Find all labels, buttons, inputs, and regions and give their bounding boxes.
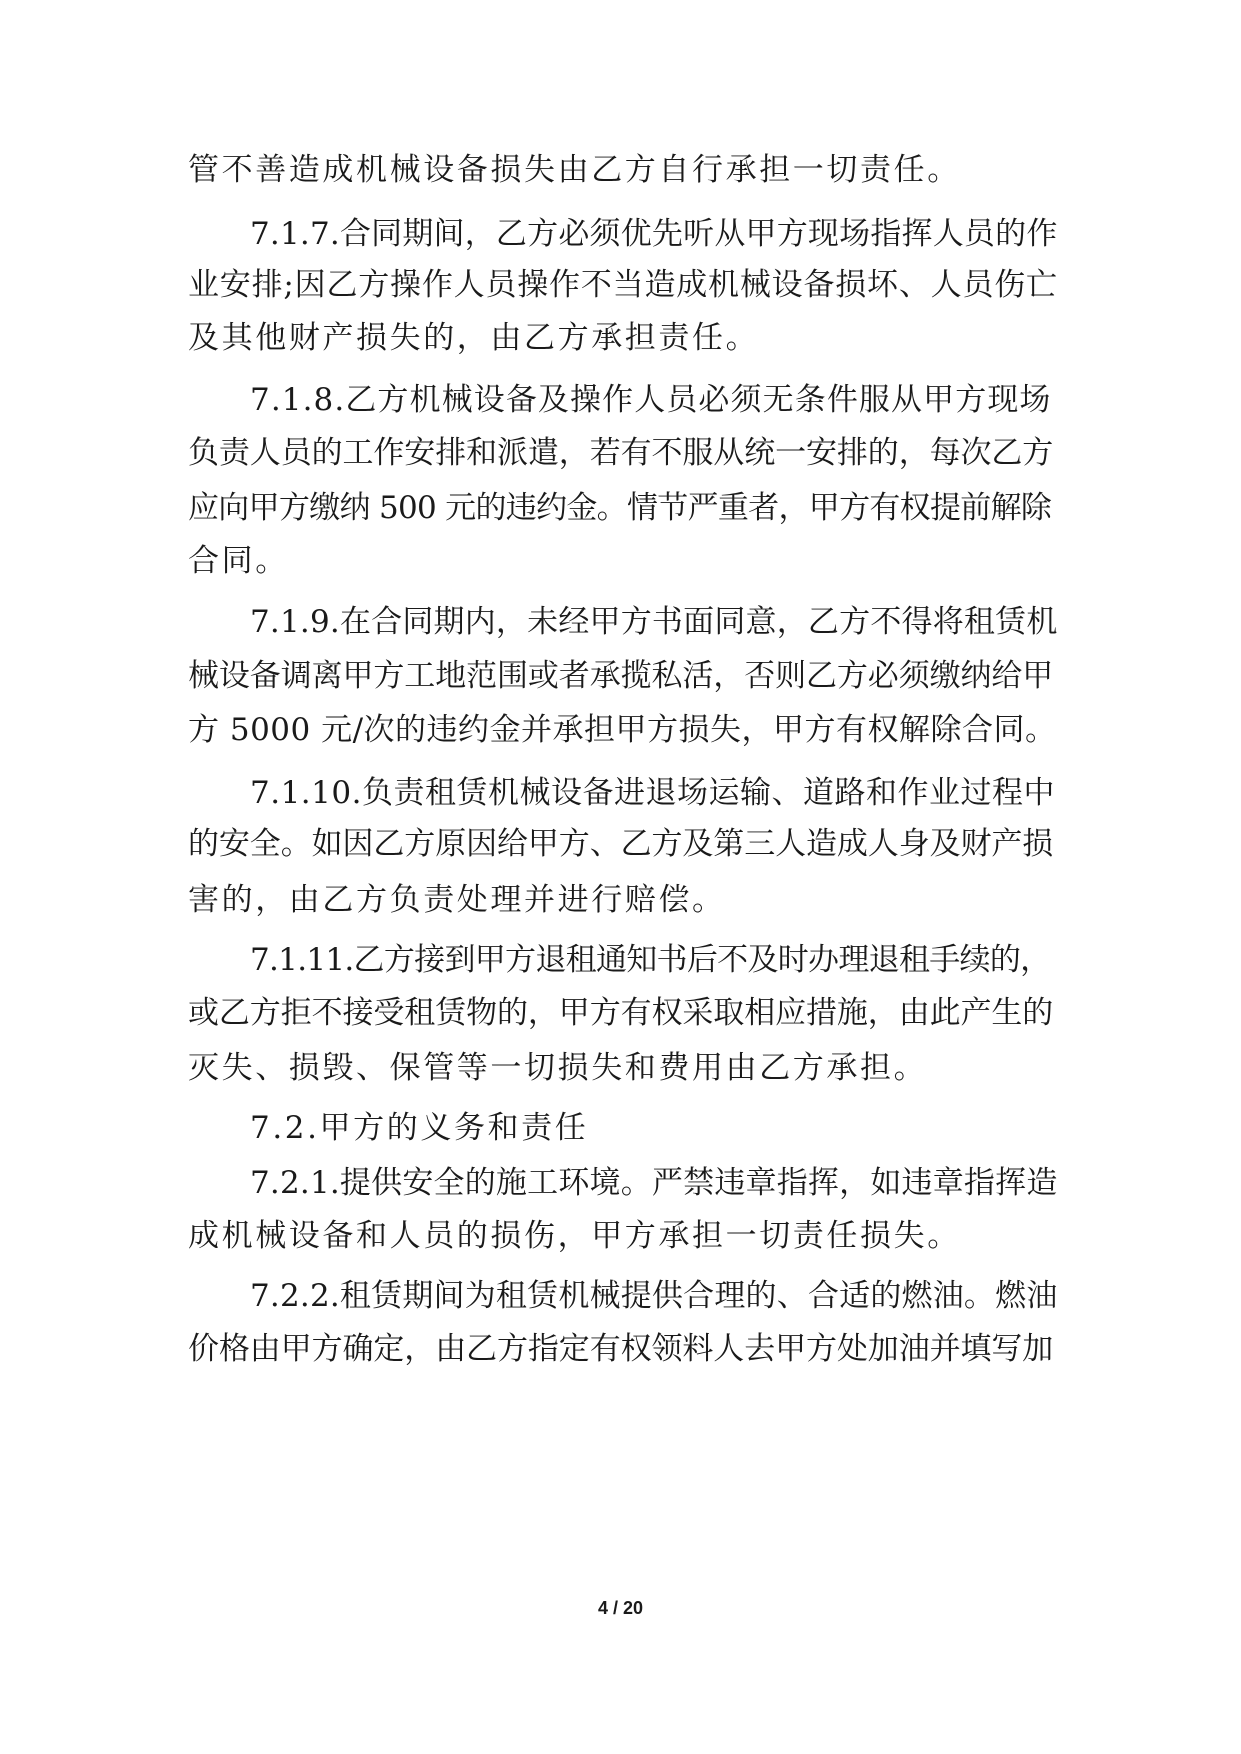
section-heading: 7.2.甲方的义务和责任 (250, 1110, 589, 1146)
text-line: 7.2.1.提供安全的施工环境。严禁违章指挥，如违章指挥造 (250, 1165, 1058, 1201)
text-line: 负责人员的工作安排和派遣，若有不服从统一安排的，每次乙方 (188, 435, 1054, 471)
text-line: 7.2.2.租赁期间为租赁机械提供合理的、合适的燃油。燃油 (250, 1278, 1058, 1314)
page-number: 4 / 20 (597, 1598, 644, 1618)
text-line: 合同。 (188, 543, 289, 579)
text-line: 管不善造成机械设备损失由乙方自行承担一切责任。 (188, 152, 961, 188)
text-line: 7.1.10.负责租赁机械设备进退场运输、道路和作业过程中 (250, 775, 1055, 811)
text-line: 方 5000 元/次的违约金并承担甲方损失，甲方有权解除合同。 (188, 712, 1057, 748)
text-line: 价格由甲方确定，由乙方指定有权领料人去甲方处加油并填写加 (188, 1331, 1054, 1367)
text-line: 7.1.7.合同期间，乙方必须优先听从甲方现场指挥人员的作 (250, 216, 1058, 252)
text-line: 或乙方拒不接受租赁物的，甲方有权采取相应措施，由此产生的 (188, 995, 1054, 1031)
text-line: 的安全。如因乙方原因给甲方、乙方及第三人造成人身及财产损 (188, 826, 1054, 862)
text-line: 业安排;因乙方操作人员操作不当造成机械设备损坏、人员伤亡 (188, 267, 1058, 303)
text-line: 7.1.9.在合同期内，未经甲方书面同意，乙方不得将租赁机 (250, 604, 1058, 640)
text-line: 7.1.11.乙方接到甲方退租通知书后不及时办理退租手续的， (250, 942, 1051, 978)
text-line: 及其他财产损失的，由乙方承担责任。 (188, 320, 760, 356)
text-line: 成机械设备和人员的损伤，甲方承担一切责任损失。 (188, 1218, 961, 1254)
text-line: 应向甲方缴纳 500 元的违约金。情节严重者，甲方有权提前解除 (188, 490, 1052, 526)
text-line: 灭失、损毁、保管等一切损失和费用由乙方承担。 (188, 1050, 928, 1086)
text-line: 害的，由乙方负责处理并进行赔偿。 (188, 882, 726, 918)
text-line: 7.1.8.乙方机械设备及操作人员必须无条件服从甲方现场 (250, 382, 1052, 418)
text-line: 械设备调离甲方工地范围或者承揽私活，否则乙方必须缴纳给甲 (188, 658, 1054, 694)
